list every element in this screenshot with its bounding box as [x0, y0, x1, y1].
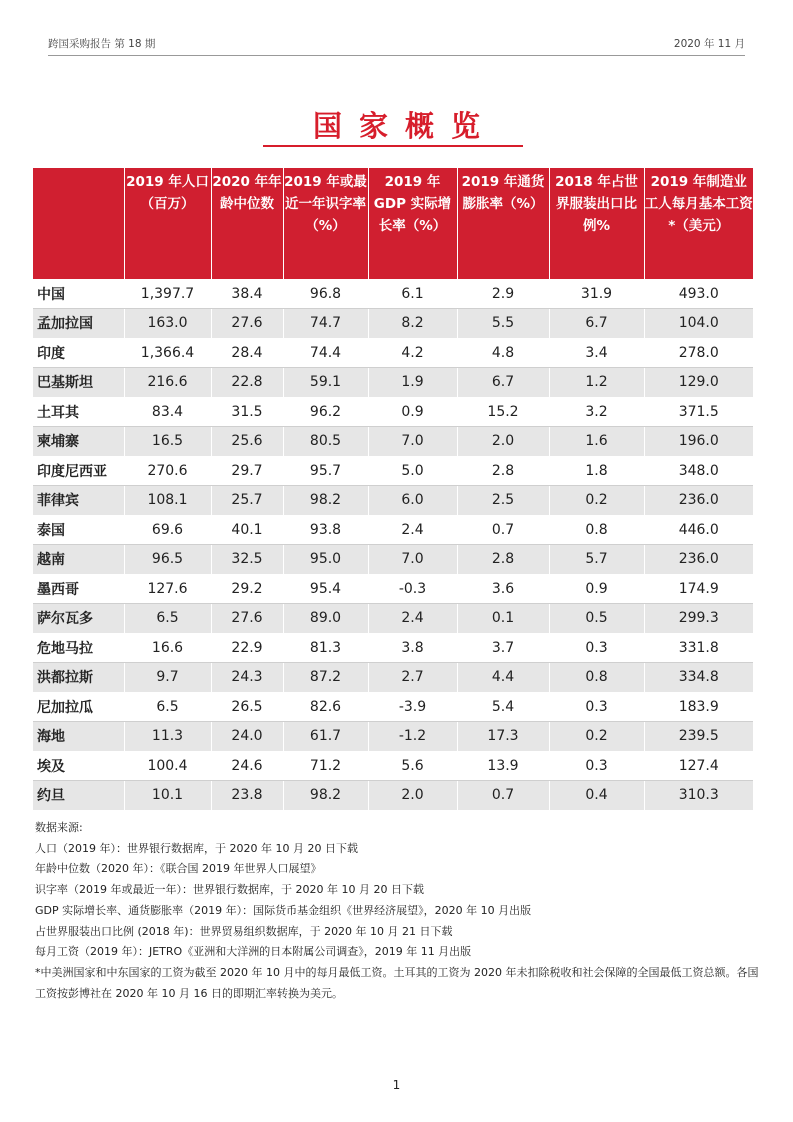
value-cell: 13.9 [457, 751, 549, 781]
value-cell: 1,366.4 [124, 338, 211, 368]
value-cell: 1.2 [549, 368, 644, 398]
value-cell: 7.0 [368, 545, 457, 575]
table-row [33, 781, 753, 811]
country-name-cell: 柬埔寨 [33, 427, 124, 457]
value-cell: 2.7 [368, 663, 457, 693]
country-name-cell: 萨尔瓦多 [33, 604, 124, 634]
value-cell: 0.1 [457, 604, 549, 634]
table-body [33, 279, 753, 810]
note-literacy: 识字率（2019 年或最近一年）：世界银行数据库，于 2020 年 10 月 20 日下载 [35, 883, 424, 897]
value-cell: 82.6 [283, 692, 368, 722]
value-cell: 129.0 [644, 368, 753, 398]
value-cell: 24.6 [211, 751, 283, 781]
value-cell: 27.6 [211, 604, 283, 634]
value-cell: 69.6 [124, 515, 211, 545]
header-literacy-rate: 2019 年或最近一年识字率（%） [283, 168, 368, 279]
value-cell: 81.3 [283, 633, 368, 663]
value-cell: 31.9 [549, 279, 644, 309]
value-cell: 98.2 [283, 781, 368, 811]
note-median-age: 年龄中位数（2020 年）：《联合国 2019 年世界人口展望》 [35, 862, 322, 876]
header-apparel-export-share: 2018 年占世界服装出口比例% [549, 168, 644, 279]
running-header [48, 36, 745, 54]
country-name-cell: 危地马拉 [33, 633, 124, 663]
value-cell: 83.4 [124, 397, 211, 427]
table-row [33, 515, 753, 545]
value-cell: 9.7 [124, 663, 211, 693]
value-cell: 6.1 [368, 279, 457, 309]
value-cell: 2.0 [368, 781, 457, 811]
value-cell: 5.7 [549, 545, 644, 575]
value-cell: 95.7 [283, 456, 368, 486]
value-cell: 0.3 [549, 751, 644, 781]
country-name-cell: 孟加拉国 [33, 309, 124, 339]
table-row [33, 397, 753, 427]
value-cell: 5.5 [457, 309, 549, 339]
value-cell: 15.2 [457, 397, 549, 427]
value-cell: 239.5 [644, 722, 753, 752]
value-cell: 163.0 [124, 309, 211, 339]
value-cell: 6.0 [368, 486, 457, 516]
value-cell: 127.6 [124, 574, 211, 604]
value-cell: 348.0 [644, 456, 753, 486]
table-row [33, 486, 753, 516]
value-cell: 331.8 [644, 633, 753, 663]
table-row [33, 574, 753, 604]
table-row [33, 663, 753, 693]
value-cell: 28.4 [211, 338, 283, 368]
value-cell: -1.2 [368, 722, 457, 752]
value-cell: 1.9 [368, 368, 457, 398]
value-cell: 80.5 [283, 427, 368, 457]
table-row [33, 545, 753, 575]
value-cell: 74.4 [283, 338, 368, 368]
value-cell: 371.5 [644, 397, 753, 427]
note-wage-source: 每月工资（2019 年）：JETRO《亚洲和大洋洲的日本附属公司调查》，2019 年 11 月出版 [35, 945, 472, 959]
country-name-cell: 中国 [33, 279, 124, 309]
value-cell: 6.7 [457, 368, 549, 398]
value-cell: 270.6 [124, 456, 211, 486]
value-cell: 0.3 [549, 633, 644, 663]
value-cell: 127.4 [644, 751, 753, 781]
header-median-age: 2020 年年龄中位数 [211, 168, 283, 279]
value-cell: 96.5 [124, 545, 211, 575]
value-cell: 98.2 [283, 486, 368, 516]
table-row [33, 427, 753, 457]
value-cell: 74.7 [283, 309, 368, 339]
value-cell: 7.0 [368, 427, 457, 457]
table-row [33, 279, 753, 309]
value-cell: 0.9 [368, 397, 457, 427]
value-cell: 16.6 [124, 633, 211, 663]
value-cell: 96.8 [283, 279, 368, 309]
value-cell: 59.1 [283, 368, 368, 398]
country-name-cell: 尼加拉瓜 [33, 692, 124, 722]
value-cell: 25.6 [211, 427, 283, 457]
value-cell: 16.5 [124, 427, 211, 457]
value-cell: 0.7 [457, 781, 549, 811]
value-cell: 32.5 [211, 545, 283, 575]
value-cell: 0.2 [549, 486, 644, 516]
value-cell: 27.6 [211, 309, 283, 339]
header-population: 2019 年人口（百万） [124, 168, 211, 279]
value-cell: 29.7 [211, 456, 283, 486]
value-cell: 1.6 [549, 427, 644, 457]
value-cell: -3.9 [368, 692, 457, 722]
value-cell: 95.4 [283, 574, 368, 604]
value-cell: 0.3 [549, 692, 644, 722]
page-title: 国家概览 [312, 109, 497, 143]
page-number: 1 [392, 1078, 401, 1092]
value-cell: 6.5 [124, 692, 211, 722]
note-gdp-inflation: GDP 实际增长率、通货膨胀率（2019 年）：国际货币基金组织《世界经济展望》，2020 年 10 月出版 [35, 903, 532, 917]
value-cell: 236.0 [644, 486, 753, 516]
value-cell: 3.4 [549, 338, 644, 368]
header-inflation: 2019 年通货膨胀率（%） [457, 168, 549, 279]
source-notes [35, 818, 760, 1004]
table-row [33, 633, 753, 663]
value-cell: 4.4 [457, 663, 549, 693]
table-row [33, 722, 753, 752]
value-cell: 71.2 [283, 751, 368, 781]
value-cell: 2.4 [368, 515, 457, 545]
table-row [33, 751, 753, 781]
header-gdp-growth: 2019 年 GDP 实际增长率（%） [368, 168, 457, 279]
country-name-cell: 约旦 [33, 781, 124, 811]
country-name-cell: 泰国 [33, 515, 124, 545]
value-cell: 334.8 [644, 663, 753, 693]
value-cell: 0.2 [549, 722, 644, 752]
report-date-label: 2020 年 11 月 [673, 38, 745, 50]
country-name-cell: 洪都拉斯 [33, 663, 124, 693]
country-name-cell: 印度 [33, 338, 124, 368]
value-cell: 104.0 [644, 309, 753, 339]
value-cell: 183.9 [644, 692, 753, 722]
report-issue-label: 跨国采购报告 第 18 期 [48, 38, 156, 50]
country-name-cell: 埃及 [33, 751, 124, 781]
notes-heading: 数据来源: [35, 821, 83, 834]
value-cell: 6.7 [549, 309, 644, 339]
value-cell: 11.3 [124, 722, 211, 752]
value-cell: 108.1 [124, 486, 211, 516]
value-cell: 25.7 [211, 486, 283, 516]
value-cell: 0.7 [457, 515, 549, 545]
value-cell: 24.3 [211, 663, 283, 693]
value-cell: 3.8 [368, 633, 457, 663]
value-cell: 38.4 [211, 279, 283, 309]
note-wage-footnote: *中美洲国家和中东国家的工资为截至 2020 年 10 月中的每月最低工资。土耳其的工资为 2020 年未扣除税收和社会保障的全国最低工资总额。各国工资按彭博社在 2020 年 10 月 16 日的即期汇率转换为美元。 [35, 965, 759, 1000]
country-name-cell: 越南 [33, 545, 124, 575]
value-cell: 216.6 [124, 368, 211, 398]
value-cell: 4.2 [368, 338, 457, 368]
value-cell: 5.6 [368, 751, 457, 781]
table-row [33, 604, 753, 634]
value-cell: 0.9 [549, 574, 644, 604]
value-cell: 61.7 [283, 722, 368, 752]
table-row [33, 338, 753, 368]
value-cell: 278.0 [644, 338, 753, 368]
value-cell: 3.6 [457, 574, 549, 604]
value-cell: 40.1 [211, 515, 283, 545]
value-cell: 22.8 [211, 368, 283, 398]
country-overview-table [33, 168, 753, 811]
table-row [33, 692, 753, 722]
header-divider [48, 55, 745, 56]
value-cell: 10.1 [124, 781, 211, 811]
value-cell: 310.3 [644, 781, 753, 811]
value-cell: 1.8 [549, 456, 644, 486]
value-cell: 96.2 [283, 397, 368, 427]
note-export-share: 占世界服装出口比例 (2018 年)：世界贸易组织数据库，于 2020 年 10 月 21 日下载 [35, 924, 453, 938]
value-cell: -0.3 [368, 574, 457, 604]
header-corner-cell [33, 168, 124, 279]
value-cell: 87.2 [283, 663, 368, 693]
value-cell: 93.8 [283, 515, 368, 545]
value-cell: 196.0 [644, 427, 753, 457]
note-population: 人口（2019 年）：世界银行数据库，于 2020 年 10 月 20 日下载 [35, 841, 358, 855]
value-cell: 299.3 [644, 604, 753, 634]
value-cell: 3.7 [457, 633, 549, 663]
value-cell: 2.8 [457, 545, 549, 575]
value-cell: 100.4 [124, 751, 211, 781]
value-cell: 22.9 [211, 633, 283, 663]
value-cell: 26.5 [211, 692, 283, 722]
value-cell: 31.5 [211, 397, 283, 427]
value-cell: 0.4 [549, 781, 644, 811]
value-cell: 0.8 [549, 515, 644, 545]
value-cell: 0.5 [549, 604, 644, 634]
value-cell: 8.2 [368, 309, 457, 339]
table-row [33, 456, 753, 486]
value-cell: 0.8 [549, 663, 644, 693]
value-cell: 17.3 [457, 722, 549, 752]
value-cell: 29.2 [211, 574, 283, 604]
value-cell: 4.8 [457, 338, 549, 368]
value-cell: 95.0 [283, 545, 368, 575]
value-cell: 23.8 [211, 781, 283, 811]
value-cell: 2.8 [457, 456, 549, 486]
country-name-cell: 菲律宾 [33, 486, 124, 516]
title-underline [263, 145, 523, 147]
value-cell: 24.0 [211, 722, 283, 752]
value-cell: 2.9 [457, 279, 549, 309]
table-row [33, 368, 753, 398]
value-cell: 2.5 [457, 486, 549, 516]
value-cell: 446.0 [644, 515, 753, 545]
country-name-cell: 海地 [33, 722, 124, 752]
country-name-cell: 印度尼西亚 [33, 456, 124, 486]
value-cell: 236.0 [644, 545, 753, 575]
country-name-cell: 墨西哥 [33, 574, 124, 604]
value-cell: 3.2 [549, 397, 644, 427]
value-cell: 89.0 [283, 604, 368, 634]
table-row [33, 309, 753, 339]
value-cell: 2.0 [457, 427, 549, 457]
table-header-row [33, 168, 753, 279]
value-cell: 5.0 [368, 456, 457, 486]
value-cell: 493.0 [644, 279, 753, 309]
value-cell: 174.9 [644, 574, 753, 604]
header-monthly-wage: 2019 年制造业工人每月基本工资*（美元） [644, 168, 753, 279]
value-cell: 6.5 [124, 604, 211, 634]
value-cell: 5.4 [457, 692, 549, 722]
country-name-cell: 土耳其 [33, 397, 124, 427]
value-cell: 2.4 [368, 604, 457, 634]
value-cell: 1,397.7 [124, 279, 211, 309]
country-name-cell: 巴基斯坦 [33, 368, 124, 398]
